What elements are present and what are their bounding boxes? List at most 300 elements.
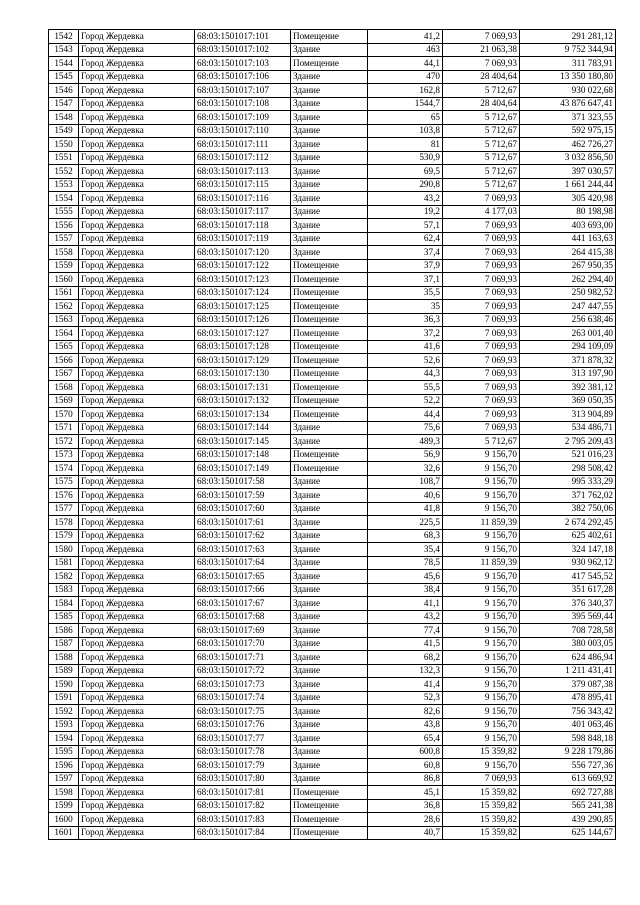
- row-number-cell: 1597: [49, 772, 79, 786]
- area-cell: 57,1: [368, 219, 443, 233]
- locality-cell: Город Жердевка: [79, 178, 195, 192]
- cadastral-number-cell: 68:03:1501017:149: [195, 462, 291, 476]
- object-type-cell: Помещение: [291, 259, 368, 273]
- row-number-cell: 1565: [49, 340, 79, 354]
- locality-cell: Город Жердевка: [79, 327, 195, 341]
- object-type-cell: Здание: [291, 583, 368, 597]
- locality-cell: Город Жердевка: [79, 624, 195, 638]
- cadastral-value-table: [48, 29, 616, 840]
- object-type-cell: Здание: [291, 529, 368, 543]
- cadastral-number-cell: 68:03:1501017:106: [195, 70, 291, 84]
- table-row: [49, 313, 616, 327]
- object-type-cell: Здание: [291, 570, 368, 584]
- row-number-cell: 1571: [49, 421, 79, 435]
- cadastral-value-cell: 3 032 856,50: [520, 151, 616, 165]
- cadastral-number-cell: 68:03:1501017:76: [195, 718, 291, 732]
- cadastral-value-cell: 351 617,28: [520, 583, 616, 597]
- area-cell: 600,8: [368, 745, 443, 759]
- object-type-cell: Здание: [291, 678, 368, 692]
- table-row: [49, 84, 616, 98]
- locality-cell: Город Жердевка: [79, 381, 195, 395]
- table-row: [49, 300, 616, 314]
- cadastral-number-cell: 68:03:1501017:120: [195, 246, 291, 260]
- locality-cell: Город Жердевка: [79, 259, 195, 273]
- cadastral-value-cell: 930 962,12: [520, 556, 616, 570]
- cadastral-value-cell: 401 063,46: [520, 718, 616, 732]
- area-cell: 463: [368, 43, 443, 57]
- table-row: [49, 610, 616, 624]
- cadastral-value-cell: 995 333,29: [520, 475, 616, 489]
- area-cell: 41,4: [368, 678, 443, 692]
- unit-value-cell: 11 859,39: [443, 556, 520, 570]
- unit-value-cell: 7 069,93: [443, 273, 520, 287]
- cadastral-number-cell: 68:03:1501017:83: [195, 813, 291, 827]
- object-type-cell: Помещение: [291, 786, 368, 800]
- cadastral-value-cell: 624 486,94: [520, 651, 616, 665]
- cadastral-number-cell: 68:03:1501017:73: [195, 678, 291, 692]
- object-type-cell: Помещение: [291, 394, 368, 408]
- area-cell: 38,4: [368, 583, 443, 597]
- unit-value-cell: 5 712,67: [443, 165, 520, 179]
- object-type-cell: Здание: [291, 732, 368, 746]
- area-cell: 35,4: [368, 543, 443, 557]
- cadastral-value-cell: 439 290,85: [520, 813, 616, 827]
- cadastral-value-cell: 598 848,18: [520, 732, 616, 746]
- unit-value-cell: 9 156,70: [443, 502, 520, 516]
- table-row: [49, 448, 616, 462]
- area-cell: 470: [368, 70, 443, 84]
- row-number-cell: 1586: [49, 624, 79, 638]
- area-cell: 43,2: [368, 610, 443, 624]
- table-row: [49, 651, 616, 665]
- object-type-cell: Здание: [291, 138, 368, 152]
- cadastral-value-cell: 291 281,12: [520, 30, 616, 44]
- locality-cell: Город Жердевка: [79, 367, 195, 381]
- table-row: [49, 286, 616, 300]
- unit-value-cell: 9 156,70: [443, 475, 520, 489]
- locality-cell: Город Жердевка: [79, 232, 195, 246]
- locality-cell: Город Жердевка: [79, 340, 195, 354]
- table-row: [49, 340, 616, 354]
- object-type-cell: Здание: [291, 421, 368, 435]
- table-row: [49, 367, 616, 381]
- locality-cell: Город Жердевка: [79, 678, 195, 692]
- table-row: [49, 475, 616, 489]
- cadastral-number-cell: 68:03:1501017:59: [195, 489, 291, 503]
- locality-cell: Город Жердевка: [79, 475, 195, 489]
- row-number-cell: 1589: [49, 664, 79, 678]
- area-cell: 75,6: [368, 421, 443, 435]
- area-cell: 68,3: [368, 529, 443, 543]
- locality-cell: Город Жердевка: [79, 529, 195, 543]
- unit-value-cell: 7 069,93: [443, 286, 520, 300]
- row-number-cell: 1549: [49, 124, 79, 138]
- unit-value-cell: 9 156,70: [443, 570, 520, 584]
- locality-cell: Город Жердевка: [79, 421, 195, 435]
- table-row: [49, 489, 616, 503]
- area-cell: 35: [368, 300, 443, 314]
- locality-cell: Город Жердевка: [79, 97, 195, 111]
- locality-cell: Город Жердевка: [79, 151, 195, 165]
- unit-value-cell: 5 712,67: [443, 111, 520, 125]
- object-type-cell: Здание: [291, 70, 368, 84]
- cadastral-number-cell: 68:03:1501017:81: [195, 786, 291, 800]
- unit-value-cell: 9 156,70: [443, 637, 520, 651]
- unit-value-cell: 7 069,93: [443, 313, 520, 327]
- table-row: [49, 664, 616, 678]
- table-row: [49, 30, 616, 44]
- unit-value-cell: 9 156,70: [443, 583, 520, 597]
- cadastral-number-cell: 68:03:1501017:78: [195, 745, 291, 759]
- row-number-cell: 1582: [49, 570, 79, 584]
- locality-cell: Город Жердевка: [79, 408, 195, 422]
- cadastral-number-cell: 68:03:1501017:102: [195, 43, 291, 57]
- area-cell: 28,6: [368, 813, 443, 827]
- unit-value-cell: 9 156,70: [443, 718, 520, 732]
- unit-value-cell: 9 156,70: [443, 705, 520, 719]
- row-number-cell: 1585: [49, 610, 79, 624]
- object-type-cell: Здание: [291, 43, 368, 57]
- cadastral-value-cell: 247 447,55: [520, 300, 616, 314]
- unit-value-cell: 7 069,93: [443, 259, 520, 273]
- unit-value-cell: 9 156,70: [443, 489, 520, 503]
- table-row: [49, 151, 616, 165]
- cadastral-number-cell: 68:03:1501017:127: [195, 327, 291, 341]
- area-cell: 19,2: [368, 205, 443, 219]
- locality-cell: Город Жердевка: [79, 745, 195, 759]
- table-row: [49, 408, 616, 422]
- table-row: [49, 124, 616, 138]
- cadastral-value-cell: 534 486,71: [520, 421, 616, 435]
- area-cell: 40,7: [368, 826, 443, 840]
- cadastral-value-cell: 478 895,41: [520, 691, 616, 705]
- unit-value-cell: 7 069,93: [443, 327, 520, 341]
- cadastral-number-cell: 68:03:1501017:75: [195, 705, 291, 719]
- area-cell: 69,5: [368, 165, 443, 179]
- cadastral-value-cell: 80 198,98: [520, 205, 616, 219]
- cadastral-value-cell: 395 569,44: [520, 610, 616, 624]
- locality-cell: Город Жердевка: [79, 597, 195, 611]
- area-cell: 132,3: [368, 664, 443, 678]
- locality-cell: Город Жердевка: [79, 300, 195, 314]
- area-cell: 108,7: [368, 475, 443, 489]
- cadastral-number-cell: 68:03:1501017:115: [195, 178, 291, 192]
- unit-value-cell: 9 156,70: [443, 759, 520, 773]
- table-row: [49, 462, 616, 476]
- row-number-cell: 1577: [49, 502, 79, 516]
- cadastral-value-cell: 9 228 179,86: [520, 745, 616, 759]
- table-row: [49, 799, 616, 813]
- table-row: [49, 97, 616, 111]
- row-number-cell: 1561: [49, 286, 79, 300]
- area-cell: 52,6: [368, 354, 443, 368]
- row-number-cell: 1566: [49, 354, 79, 368]
- unit-value-cell: 5 712,67: [443, 138, 520, 152]
- locality-cell: Город Жердевка: [79, 637, 195, 651]
- cadastral-number-cell: 68:03:1501017:126: [195, 313, 291, 327]
- cadastral-number-cell: 68:03:1501017:101: [195, 30, 291, 44]
- table-row: [49, 219, 616, 233]
- area-cell: 162,8: [368, 84, 443, 98]
- area-cell: 81: [368, 138, 443, 152]
- object-type-cell: Здание: [291, 610, 368, 624]
- object-type-cell: Здание: [291, 624, 368, 638]
- area-cell: 32,6: [368, 462, 443, 476]
- cadastral-number-cell: 68:03:1501017:70: [195, 637, 291, 651]
- area-cell: 60,8: [368, 759, 443, 773]
- unit-value-cell: 7 069,93: [443, 57, 520, 71]
- row-number-cell: 1570: [49, 408, 79, 422]
- cadastral-value-cell: 369 050,35: [520, 394, 616, 408]
- area-cell: 36,8: [368, 799, 443, 813]
- object-type-cell: Помещение: [291, 327, 368, 341]
- object-type-cell: Помещение: [291, 286, 368, 300]
- locality-cell: Город Жердевка: [79, 273, 195, 287]
- table-row: [49, 192, 616, 206]
- unit-value-cell: 9 156,70: [443, 691, 520, 705]
- locality-cell: Город Жердевка: [79, 651, 195, 665]
- table-row: [49, 43, 616, 57]
- row-number-cell: 1574: [49, 462, 79, 476]
- unit-value-cell: 15 359,82: [443, 813, 520, 827]
- object-type-cell: Здание: [291, 246, 368, 260]
- unit-value-cell: 11 859,39: [443, 516, 520, 530]
- object-type-cell: Помещение: [291, 30, 368, 44]
- table-row: [49, 205, 616, 219]
- table-row: [49, 624, 616, 638]
- cadastral-value-cell: 43 876 647,41: [520, 97, 616, 111]
- unit-value-cell: 15 359,82: [443, 799, 520, 813]
- row-number-cell: 1594: [49, 732, 79, 746]
- cadastral-number-cell: 68:03:1501017:61: [195, 516, 291, 530]
- unit-value-cell: 7 069,93: [443, 421, 520, 435]
- locality-cell: Город Жердевка: [79, 705, 195, 719]
- unit-value-cell: 5 712,67: [443, 124, 520, 138]
- cadastral-value-cell: 371 323,55: [520, 111, 616, 125]
- area-cell: 37,9: [368, 259, 443, 273]
- unit-value-cell: 5 712,67: [443, 84, 520, 98]
- unit-value-cell: 9 156,70: [443, 597, 520, 611]
- object-type-cell: Помещение: [291, 367, 368, 381]
- area-cell: 45,1: [368, 786, 443, 800]
- cadastral-value-cell: 592 975,15: [520, 124, 616, 138]
- row-number-cell: 1593: [49, 718, 79, 732]
- cadastral-number-cell: 68:03:1501017:77: [195, 732, 291, 746]
- table-row: [49, 772, 616, 786]
- unit-value-cell: 28 404,64: [443, 97, 520, 111]
- object-type-cell: Здание: [291, 475, 368, 489]
- table-row: [49, 435, 616, 449]
- row-number-cell: 1556: [49, 219, 79, 233]
- table-row: [49, 691, 616, 705]
- cadastral-number-cell: 68:03:1501017:80: [195, 772, 291, 786]
- table-row: [49, 70, 616, 84]
- cadastral-number-cell: 68:03:1501017:67: [195, 597, 291, 611]
- object-type-cell: Здание: [291, 205, 368, 219]
- cadastral-value-cell: 294 109,09: [520, 340, 616, 354]
- object-type-cell: Здание: [291, 111, 368, 125]
- cadastral-number-cell: 68:03:1501017:123: [195, 273, 291, 287]
- locality-cell: Город Жердевка: [79, 192, 195, 206]
- row-number-cell: 1545: [49, 70, 79, 84]
- unit-value-cell: 7 069,93: [443, 192, 520, 206]
- unit-value-cell: 5 712,67: [443, 178, 520, 192]
- cadastral-number-cell: 68:03:1501017:82: [195, 799, 291, 813]
- cadastral-value-cell: 380 003,05: [520, 637, 616, 651]
- row-number-cell: 1569: [49, 394, 79, 408]
- area-cell: 41,8: [368, 502, 443, 516]
- cadastral-number-cell: 68:03:1501017:129: [195, 354, 291, 368]
- area-cell: 41,5: [368, 637, 443, 651]
- area-cell: 86,8: [368, 772, 443, 786]
- unit-value-cell: 21 063,38: [443, 43, 520, 57]
- table-body: [49, 30, 616, 840]
- cadastral-value-cell: 256 638,46: [520, 313, 616, 327]
- cadastral-value-cell: 313 197,90: [520, 367, 616, 381]
- object-type-cell: Здание: [291, 691, 368, 705]
- row-number-cell: 1546: [49, 84, 79, 98]
- row-number-cell: 1581: [49, 556, 79, 570]
- area-cell: 36,3: [368, 313, 443, 327]
- cadastral-value-cell: 371 878,32: [520, 354, 616, 368]
- locality-cell: Город Жердевка: [79, 205, 195, 219]
- locality-cell: Город Жердевка: [79, 556, 195, 570]
- row-number-cell: 1600: [49, 813, 79, 827]
- cadastral-value-cell: 930 022,68: [520, 84, 616, 98]
- row-number-cell: 1567: [49, 367, 79, 381]
- table-row: [49, 273, 616, 287]
- row-number-cell: 1595: [49, 745, 79, 759]
- area-cell: 65: [368, 111, 443, 125]
- table-row: [49, 543, 616, 557]
- locality-cell: Город Жердевка: [79, 786, 195, 800]
- unit-value-cell: 28 404,64: [443, 70, 520, 84]
- object-type-cell: Здание: [291, 84, 368, 98]
- object-type-cell: Здание: [291, 556, 368, 570]
- locality-cell: Город Жердевка: [79, 462, 195, 476]
- cadastral-number-cell: 68:03:1501017:144: [195, 421, 291, 435]
- locality-cell: Город Жердевка: [79, 502, 195, 516]
- table-row: [49, 354, 616, 368]
- cadastral-number-cell: 68:03:1501017:111: [195, 138, 291, 152]
- unit-value-cell: 9 156,70: [443, 610, 520, 624]
- cadastral-value-cell: 613 669,92: [520, 772, 616, 786]
- locality-cell: Город Жердевка: [79, 813, 195, 827]
- area-cell: 65,4: [368, 732, 443, 746]
- row-number-cell: 1579: [49, 529, 79, 543]
- table-row: [49, 637, 616, 651]
- object-type-cell: Здание: [291, 543, 368, 557]
- row-number-cell: 1576: [49, 489, 79, 503]
- area-cell: 41,6: [368, 340, 443, 354]
- area-cell: 37,1: [368, 273, 443, 287]
- unit-value-cell: 15 359,82: [443, 826, 520, 840]
- row-number-cell: 1572: [49, 435, 79, 449]
- row-number-cell: 1578: [49, 516, 79, 530]
- cadastral-number-cell: 68:03:1501017:68: [195, 610, 291, 624]
- unit-value-cell: 9 156,70: [443, 732, 520, 746]
- locality-cell: Город Жердевка: [79, 772, 195, 786]
- cadastral-number-cell: 68:03:1501017:74: [195, 691, 291, 705]
- cadastral-number-cell: 68:03:1501017:132: [195, 394, 291, 408]
- row-number-cell: 1573: [49, 448, 79, 462]
- cadastral-value-cell: 313 904,89: [520, 408, 616, 422]
- object-type-cell: Помещение: [291, 462, 368, 476]
- table-row: [49, 786, 616, 800]
- row-number-cell: 1560: [49, 273, 79, 287]
- cadastral-number-cell: 68:03:1501017:125: [195, 300, 291, 314]
- unit-value-cell: 7 069,93: [443, 232, 520, 246]
- object-type-cell: Здание: [291, 178, 368, 192]
- table-row: [49, 826, 616, 840]
- locality-cell: Город Жердевка: [79, 30, 195, 44]
- cadastral-number-cell: 68:03:1501017:113: [195, 165, 291, 179]
- cadastral-value-cell: 556 727,36: [520, 759, 616, 773]
- unit-value-cell: 7 069,93: [443, 772, 520, 786]
- unit-value-cell: 15 359,82: [443, 745, 520, 759]
- row-number-cell: 1601: [49, 826, 79, 840]
- table-row: [49, 583, 616, 597]
- locality-cell: Город Жердевка: [79, 219, 195, 233]
- cadastral-value-cell: 262 294,40: [520, 273, 616, 287]
- area-cell: 68,2: [368, 651, 443, 665]
- object-type-cell: Здание: [291, 745, 368, 759]
- cadastral-value-cell: 376 340,37: [520, 597, 616, 611]
- object-type-cell: Помещение: [291, 799, 368, 813]
- object-type-cell: Здание: [291, 597, 368, 611]
- object-type-cell: Здание: [291, 97, 368, 111]
- area-cell: 62,4: [368, 232, 443, 246]
- unit-value-cell: 7 069,93: [443, 367, 520, 381]
- locality-cell: Город Жердевка: [79, 570, 195, 584]
- table-row: [49, 232, 616, 246]
- unit-value-cell: 7 069,93: [443, 246, 520, 260]
- locality-cell: Город Жердевка: [79, 759, 195, 773]
- area-cell: 44,3: [368, 367, 443, 381]
- object-type-cell: Здание: [291, 718, 368, 732]
- object-type-cell: Помещение: [291, 813, 368, 827]
- object-type-cell: Здание: [291, 435, 368, 449]
- table-row: [49, 529, 616, 543]
- table-row: [49, 178, 616, 192]
- row-number-cell: 1575: [49, 475, 79, 489]
- table-row: [49, 556, 616, 570]
- cadastral-value-cell: 692 727,88: [520, 786, 616, 800]
- object-type-cell: Здание: [291, 664, 368, 678]
- row-number-cell: 1588: [49, 651, 79, 665]
- area-cell: 489,3: [368, 435, 443, 449]
- cadastral-number-cell: 68:03:1501017:134: [195, 408, 291, 422]
- row-number-cell: 1559: [49, 259, 79, 273]
- row-number-cell: 1551: [49, 151, 79, 165]
- unit-value-cell: 9 156,70: [443, 529, 520, 543]
- row-number-cell: 1587: [49, 637, 79, 651]
- area-cell: 56,9: [368, 448, 443, 462]
- object-type-cell: Помещение: [291, 340, 368, 354]
- table-row: [49, 246, 616, 260]
- table-row: [49, 57, 616, 71]
- table-row: [49, 732, 616, 746]
- object-type-cell: Здание: [291, 192, 368, 206]
- row-number-cell: 1548: [49, 111, 79, 125]
- object-type-cell: Помещение: [291, 300, 368, 314]
- cadastral-value-cell: 298 508,42: [520, 462, 616, 476]
- cadastral-number-cell: 68:03:1501017:72: [195, 664, 291, 678]
- object-type-cell: Здание: [291, 151, 368, 165]
- locality-cell: Город Жердевка: [79, 718, 195, 732]
- unit-value-cell: 4 177,03: [443, 205, 520, 219]
- cadastral-number-cell: 68:03:1501017:60: [195, 502, 291, 516]
